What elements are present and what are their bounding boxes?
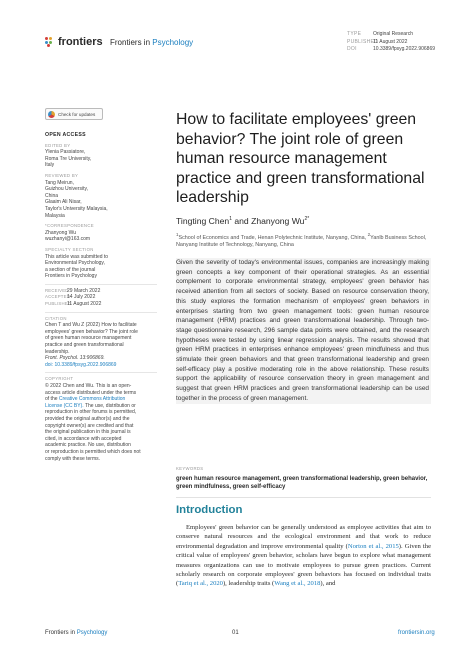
author-list: Tingting Chen$^1$ and Zhanyong $Wu^{2*}$ bbox=[176, 215, 310, 226]
journal-name: Psychology bbox=[152, 38, 194, 47]
sidebar-divider bbox=[45, 372, 157, 373]
citation-link[interactable]: Wang et al., 2018 bbox=[274, 580, 321, 588]
citation-link[interactable]: Tariq et al., 2020 bbox=[178, 580, 223, 588]
meta-published: PUBLISHED11 August 2022 bbox=[347, 38, 408, 45]
frontiers-logo-icon bbox=[45, 37, 55, 47]
journal-header[interactable] bbox=[110, 38, 193, 47]
check-for-updates-label: Check for updates bbox=[58, 111, 96, 117]
publisher-name: frontiers bbox=[58, 36, 103, 48]
introduction-paragraph: Employees' green behavior can be generally understood as employee activities that aim to conserve natural resources and the ecological environment and that work to reduce environmental degradation and improve environmental quality (Norton et al., 2015). Given the critical value of employees' green behavior, scholars have begun to explore what management measures organizations can use to motivate employees to pursue green practices. Current scholarly research on corporate employees' green behaviors has focused on individual traits (Tariq et al., 2020), leadership traits (Wang et al., 2018), and bbox=[176, 524, 431, 588]
author-name[interactable]: Tingting Chen bbox=[176, 215, 230, 226]
author-name[interactable]: Zhanyong Wu bbox=[251, 215, 305, 226]
page-number: 01 bbox=[232, 630, 239, 636]
section-divider bbox=[176, 497, 431, 498]
edited-by: EDITED BY Ylenia Passiatore, Roma Tre University, Italy bbox=[45, 142, 92, 169]
citation-link[interactable]: Norton et al., 2015 bbox=[347, 542, 399, 550]
check-for-updates-button[interactable] bbox=[45, 108, 103, 120]
article-dates: RECEIVED29 March 2022 ACCEPTED14 July 2022 PUBLISHED11 August 2022 bbox=[45, 287, 102, 308]
frontiers-logo[interactable] bbox=[45, 36, 103, 48]
affiliations: $^1$School of Economics and Trade, Henan Polytechnic Institute, Nanyang, China, $^2$Yanlb Business School, Nanyang Institute of Technology, Nanyang, China bbox=[176, 231, 427, 248]
reviewed-by: REVIEWED BY Tang Meirun, Guizhou University, China Glaaim Ali Nisar, Taylor's University Malaysia, Malaysia bbox=[45, 172, 108, 219]
citation-doi-link[interactable]: doi: 10.3389/fpsyg.2022.906869 bbox=[45, 361, 117, 368]
specialty-section: SPECIALTY SECTION This article was submitted to Environmental Psychology, a section of the journal Frontiers in Psychology bbox=[45, 246, 109, 280]
check-for-updates-icon bbox=[48, 111, 55, 118]
introduction-heading: Introduction bbox=[176, 504, 243, 516]
keywords bbox=[176, 466, 431, 491]
correspondence-email[interactable]: wuzhanyi@163.com bbox=[45, 236, 91, 243]
meta-doi[interactable]: DOI 10.3389/fpsyg.2022.906869 bbox=[347, 46, 435, 52]
footer-journal[interactable]: Frontiers in Psychology bbox=[45, 630, 108, 636]
article-sidebar bbox=[45, 132, 157, 466]
correspondence: *CORRESPONDENCE Zhanyong Wu wuzhanyi@163.com bbox=[45, 223, 157, 243]
citation: CITATION Chen T and Wu Z (2022) How to facilitate employees' green behavior? The joint role of green human resource management practice and green transformational leadership. Front. Psychol. 13:906869. doi: 10.3389/fpsyg.2022.906869 bbox=[45, 316, 157, 369]
meta-type: TYPE Original Research bbox=[347, 31, 414, 37]
footer-site-link[interactable]: frontiersin.org bbox=[398, 630, 435, 636]
keywords-list: green human resource management, green transformational leadership, green behavior, green mindfulness, green self-efficacy bbox=[176, 476, 428, 491]
cc-license-link[interactable]: License (CC BY). bbox=[45, 402, 84, 409]
keywords-label: KEYWORDS bbox=[176, 466, 204, 471]
sidebar-divider bbox=[45, 312, 157, 313]
abstract-panel bbox=[176, 258, 431, 404]
cc-license-link[interactable]: Creative Commons Attribution bbox=[58, 396, 126, 403]
abstract-text: Given the severity of today's environmental issues, companies are increasingly making green concepts a key component of their operational strategies. As an essential complement to corporate environmental strategy, employees' green behavior has received attention from all sectors of society. Based on resource conservation theory, this study explores the formation mechanism of employees' green behaviors in enterprises starting from two green management tools: green human resource management (HRM) practices and green transformational leadership. Through two-stage questionnaire research, 296 sample data points were obtained, and the research hypotheses were tested by using linear regression analysis. The results showed that green HRM practices in enterprises enhance employees' green mindfulness and thus stimulate their green behaviors and that green transformational leadership and green self-efficacy play a positive moderating role in the above relationship. These results support the applicability of resource conservation theory in green management and suggest that green HRM practices and green transformational leadership can be used together in the process of green management. bbox=[176, 259, 429, 402]
open-access-label: OPEN ACCESS bbox=[45, 132, 86, 138]
sidebar-divider bbox=[45, 284, 157, 285]
article-title: How to facilitate employees' green behavior? The joint role of green human resource management practice and green transformational leadership bbox=[176, 111, 425, 206]
copyright: COPYRIGHT © 2022 Chen and Wu. This is an open- access article distributed under the terms of the Creative Commons Attribution License (CC BY). The use, distribution or reproduction in other forums is permitted, provided the original author(s) and the copyright owner(s) are credited and that the original publication in this journal is cited, in accordance with accepted academic practice. No use, distribution or reproduction is permitted which does not comply with these terms. bbox=[45, 376, 141, 462]
article-header bbox=[176, 110, 431, 249]
journal-prefix: Frontiers in bbox=[110, 38, 151, 47]
article-meta bbox=[347, 31, 435, 54]
